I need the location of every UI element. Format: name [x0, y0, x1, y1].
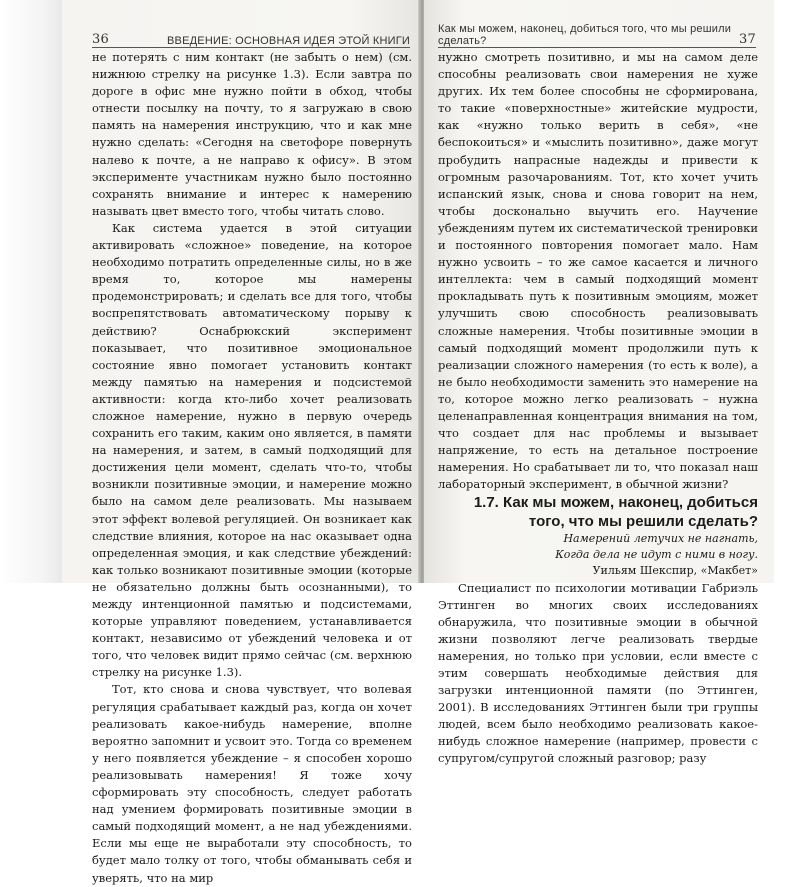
right-page: [424, 0, 774, 766]
left-paragraph: Как система удается в этой ситуации активировать «сложное» поведение, на которое необходимо потратить определенные силы, но в же время то, которое мы намерены продемонстрировать; и сделать все для того, чтобы воспрепятствовать автоматическому порыву к действию? Оснабрюкский эксперимент показывает, что позитивное эмоциональное состояние явно помогает установить контакт между памятью на намерения и подсистемой активности: когда кто-либо хочет реализовать сложное намерение, нужно в первую очередь сохранить его таким, каким оно является, в памяти на намерения, и затем, в самый подходящий для достижения цели момент, сделать что-то, чтобы возникли позитивные эмоции, и намерение можно было на самом деле реализовать. Мы называем этот эффект волевой регуляцией. Он возникает как следствие влияния, которое на нас оказывает одна определенная эмоция, и как следствие убеждений: как только возникают позитивные эмоции (которые не обязательно должны быть осознанными), то между интенционной памятью и подсистемами, которые управляют поведением, устанавливается контакт, независимо от убеждений человека и от того, что человек видит прямо сейчас (см. верхнюю стрелку на рисунке 1.3).: [92, 220, 412, 680]
epigraph-line: Намерений летучих не нагнать,: [563, 532, 758, 546]
left-paragraph: не потерять с ним контакт (не забыть о нем) (см. нижнюю стрелку на рисунке 1.3). Если завтра по дороге в офис мне нужно пойти в обход, чтобы отнести посылку на почту, то я загружаю в свою память на намерения инструкцию, что и как мне нужно сделать: «Сегодня на светофоре повернуть налево к почте, а не направо к офису». В этом эксперименте участникам нужно было постоянно сохранять внимание и интерес к намерению называть цвет вместо того, чтобы читать слово.: [92, 50, 412, 218]
right-paragraph: Специалист по психологии мотивации Габриэль Эттинген во многих своих исследованиях обнаружила, что позитивные эмоции в обычной жизни позволяют легче реализовать твердые намерения, но только при условии, если вместе с этим совершать необходимые действия для загрузки интенционной памяти (по Эттинген, 2001). В исследованиях Эттинген были три группы людей, всем было необходимо реализовать какое-нибудь сложное намерение (например, провести с супругом/супругой сложный разговор; разу: [438, 580, 758, 766]
right-page-body: [438, 49, 758, 768]
left-running-head: ВВЕДЕНИЕ: ОСНОВНАЯ ИДЕЯ ЭТОЙ КНИГИ: [167, 35, 410, 47]
scan-background: [0, 0, 62, 583]
epigraph-source: Уильям Шекспир, «Макбет»: [592, 564, 758, 578]
right-page-number: 37: [739, 32, 756, 47]
epigraph-line: Когда дела не идут с ними в ногу.: [555, 547, 758, 561]
section-title: 1.7. Как мы можем, наконец, добиться того, что мы решили сделать?: [473, 494, 758, 531]
right-running-head: Как мы можем, наконец, добиться того, что мы решили сделать?: [438, 23, 732, 47]
right-paragraph: нужно смотреть позитивно, и мы на самом деле способны реализовать свои намерения не хуже других. Их тем более способны не сформирована, то такие «поверхностные» житейские мудрости, как «нужно только верить в себя», «не беспокоиться» и «мыслить позитивно», даже могут пробудить напрасные надежды и привести к огромным разочарованиям. Тот, кто хочет учить испанский язык, снова и снова говорит на нем, чтобы досконально выучить его. Научение убеждениям путем их систематической тренировки и постоянного повторения помогает мало. Нам нужно усвоить – то же самое касается и личного интеллекта: чем в самый подходящий момент прокладывать путь к позитивным эмоциям, может улучшить свою способность реализовывать сложные намерения. Чтобы позитивные эмоции в самый подходящий момент продолжили путь к реализации сложного намерения (то есть к воле), а не было необходимости заменить это намерение на то, которое можно легко реализовать – нужна целенаправленная концентрация внимания на том, что создает для нас проблемы и вызывает напряжение, то есть на детальное построение намерения. Но срабатывает ли то, что показал наш лабораторный эксперимент, в обычной жизни?: [438, 50, 758, 492]
right-page-header: [438, 23, 756, 48]
left-paragraph: Тот, кто снова и снова чувствует, что волевая регуляция срабатывает каждый раз, когда он хочет реализовать какое-нибудь намерение, вполне вероятно запомнит и усвоит это. Тогда со временем у него появляется убеждение – я способен хорошо реализовывать намерения! Я тоже хочу сформировать эту способность, следует работать над умением формировать позитивные эмоции в самый подходящий момент, а не над убеждениями. Если мы еще не выработали эту способность, то будет мало толку от того, чтобы обманывать себя и уверять, что на мир: [92, 682, 412, 885]
left-page-body: [92, 49, 412, 887]
book-spread: [62, 0, 774, 885]
left-page-header: [92, 29, 410, 48]
left-page-number: 36: [92, 32, 109, 47]
left-page: [62, 0, 420, 885]
